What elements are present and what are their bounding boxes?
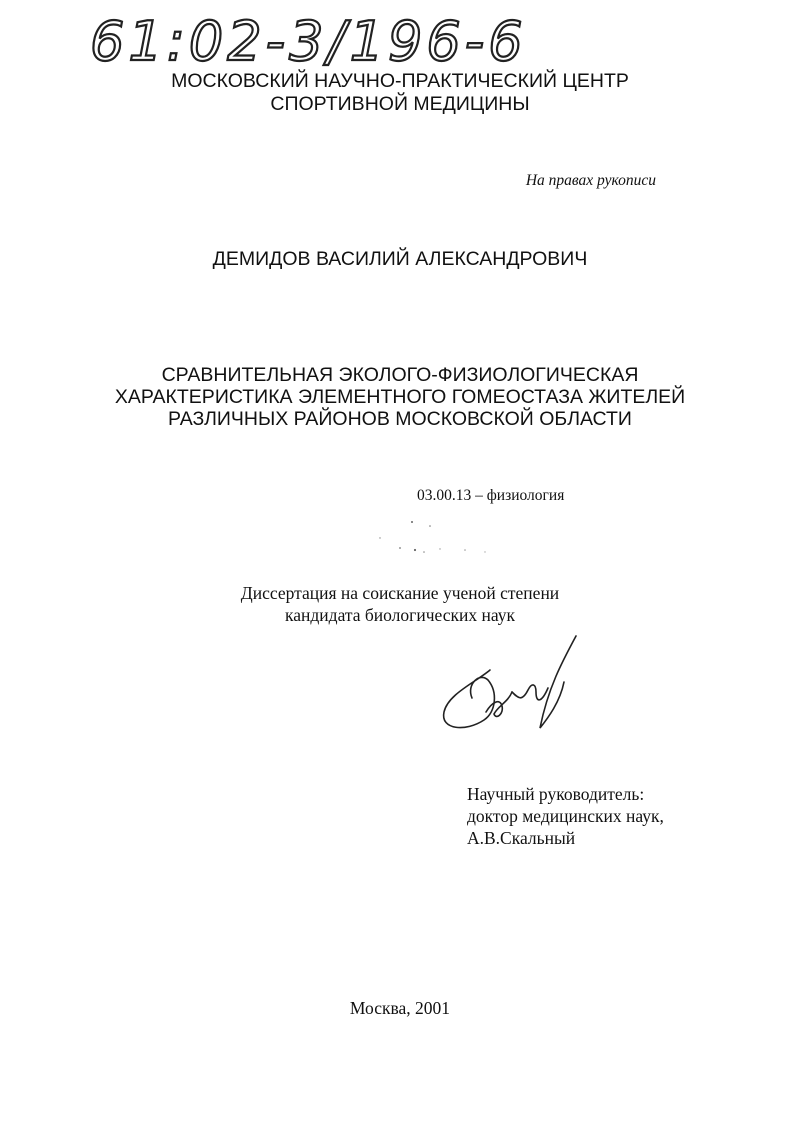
supervisor-rank: доктор медицинских наук, — [467, 806, 664, 826]
handwritten-signature — [436, 632, 586, 742]
supervisor-block — [467, 783, 664, 849]
author-name: ДЕМИДОВ ВАСИЛИЙ АЛЕКСАНДРОВИЧ — [212, 248, 588, 270]
title-line-3: РАЗЛИЧНЫХ РАЙОНОВ МОСКОВСКОЙ ОБЛАСТИ — [168, 408, 632, 430]
handwritten-archive-number — [80, 0, 580, 72]
title-line-1: СРАВНИТЕЛЬНАЯ ЭКОЛОГО-ФИЗИОЛОГИЧЕСКАЯ — [161, 364, 639, 386]
organization-line-2: СПОРТИВНОЙ МЕДИЦИНЫ — [270, 93, 530, 115]
city-and-year: Москва, 2001 — [349, 998, 451, 1018]
specialty-code: 03.00.13 – физиология — [417, 487, 565, 504]
scan-specks — [360, 514, 500, 564]
rights-note: На правах рукописи — [525, 172, 656, 189]
supervisor-label: Научный руководитель: — [467, 784, 645, 804]
degree-line-1: Диссертация на соискание ученой степени — [240, 583, 560, 603]
degree-line-2: кандидата биологических наук — [285, 605, 515, 625]
archive-number-text: 61:02-3/196-6 — [90, 10, 527, 72]
dissertation-title — [80, 364, 720, 430]
degree-statement — [100, 582, 700, 626]
organization-line-1: МОСКОВСКИЙ НАУЧНО-ПРАКТИЧЕСКИЙ ЦЕНТР — [171, 70, 629, 92]
title-line-2: ХАРАКТЕРИСТИКА ЭЛЕМЕНТНОГО ГОМЕОСТАЗА ЖИТЕЛЕЙ — [114, 386, 686, 408]
organization-name — [100, 70, 700, 116]
supervisor-name: А.В.Скальный — [467, 828, 576, 848]
